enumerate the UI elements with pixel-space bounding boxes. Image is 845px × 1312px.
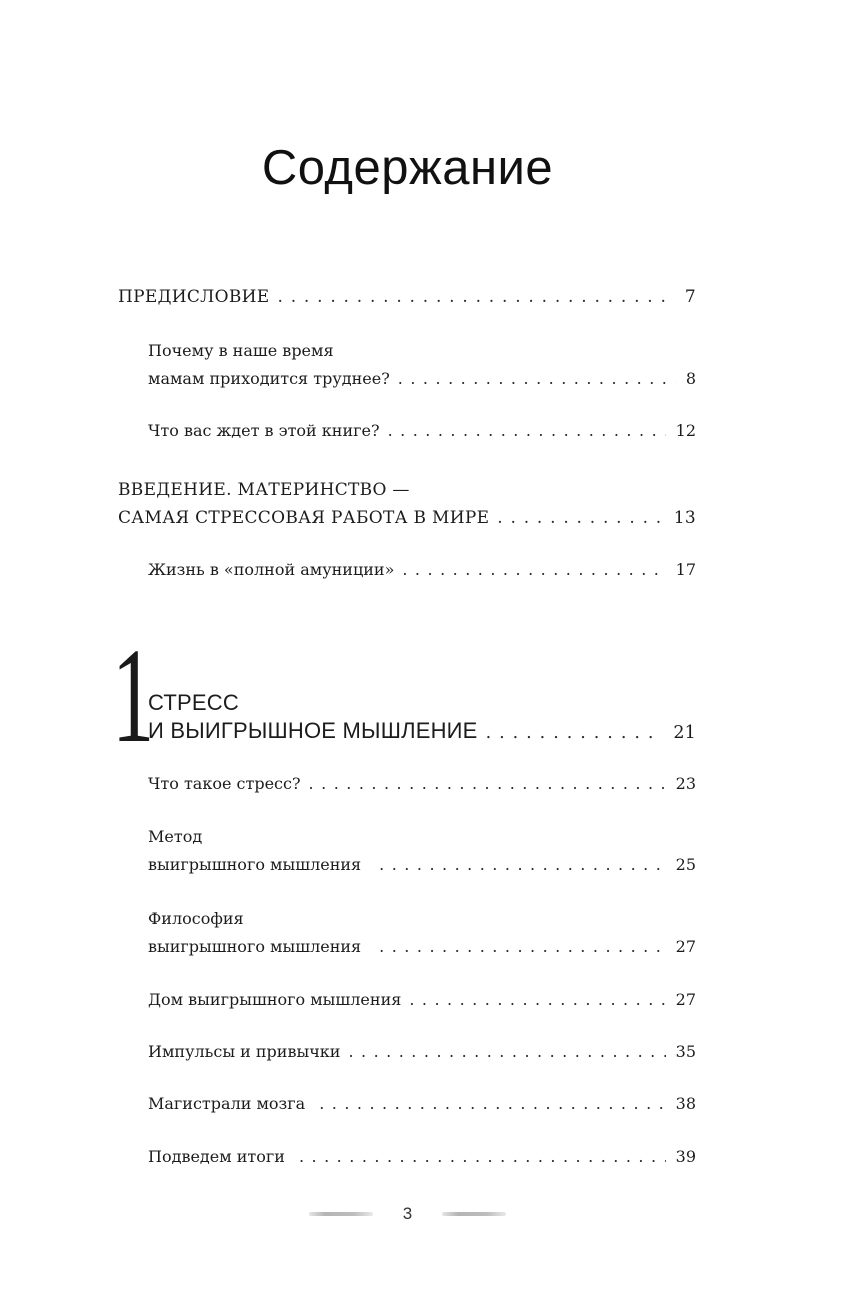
toc-leader-dots	[277, 283, 674, 311]
toc-label: мамам приходится труднее?	[148, 369, 390, 388]
toc-leader-dots	[398, 365, 676, 393]
toc-entry-why-harder[interactable]	[148, 365, 696, 393]
toc-label: Дом выигрышного мышления	[148, 990, 402, 1009]
toc-label: ПРЕДИСЛОВИЕ	[118, 287, 270, 307]
toc-entry-summary[interactable]	[148, 1143, 696, 1171]
toc-leader-dots	[486, 718, 664, 748]
toc-entry-house[interactable]	[148, 986, 696, 1014]
toc-page-number: 12	[675, 421, 696, 440]
toc-label: выигрышного мышления	[148, 937, 362, 956]
toc-page-number: 27	[675, 990, 696, 1009]
toc-page-number: 8	[685, 369, 696, 388]
toc-leader-dots	[388, 417, 666, 445]
toc-label: САМАЯ СТРЕССОВАЯ РАБОТА В МИРЕ	[118, 508, 490, 528]
chapter-title-line1[interactable]: СТРЕСС	[148, 690, 239, 715]
chapter-title-line2: И ВЫИГРЫШНОЕ МЫШЛЕНИЕ	[148, 718, 478, 743]
toc-label: Что вас ждет в этой книге?	[148, 421, 380, 440]
toc-leader-dots	[319, 1090, 665, 1118]
toc-page-number: 23	[675, 774, 696, 793]
toc-leader-dots	[379, 933, 665, 961]
toc-entry-highways[interactable]	[148, 1090, 696, 1118]
toc-leader-dots	[402, 556, 665, 584]
chapter-number: 1	[112, 621, 155, 771]
toc-entry-chapter-1[interactable]	[148, 716, 696, 746]
decorative-brush-stroke-left	[309, 1212, 373, 1216]
toc-entry-why-harder-line1[interactable]: Почему в наше время	[148, 341, 334, 360]
toc-label: Магистрали мозга	[148, 1094, 306, 1113]
toc-entry-full-gear[interactable]	[148, 556, 696, 584]
toc-leader-dots	[497, 504, 663, 532]
toc-entry-intro[interactable]	[118, 504, 696, 532]
toc-leader-dots	[309, 770, 666, 798]
toc-page-number: 17	[675, 560, 696, 579]
toc-label: Жизнь в «полной амуниции»	[148, 560, 395, 579]
toc-entry-intro-line1[interactable]: ВВЕДЕНИЕ. МАТЕРИНСТВО —	[118, 480, 410, 500]
toc-leader-dots	[409, 986, 665, 1014]
toc-page-number: 35	[675, 1042, 696, 1061]
toc-entry-preface[interactable]	[118, 283, 696, 311]
toc-entry-what-is-stress[interactable]	[148, 770, 696, 798]
toc-entry-philosophy[interactable]	[148, 933, 696, 961]
toc-entry-philosophy-line1[interactable]: Философия	[148, 909, 244, 928]
toc-label: Что такое стресс?	[148, 774, 301, 793]
decorative-brush-stroke-right	[442, 1212, 506, 1216]
toc-page-number: 38	[675, 1094, 696, 1113]
toc-leader-dots	[379, 851, 665, 879]
toc-page-number: 39	[675, 1147, 696, 1166]
toc-page-number: 25	[675, 855, 696, 874]
toc-page-number: 27	[675, 937, 696, 956]
toc-page-number: 13	[673, 508, 696, 528]
toc-label: выигрышного мышления	[148, 855, 362, 874]
toc-page-number: 7	[684, 287, 696, 307]
toc-entry-impulses[interactable]	[148, 1038, 696, 1066]
toc-entry-what-awaits[interactable]	[148, 417, 696, 445]
toc-entry-method[interactable]	[148, 851, 696, 879]
page-title: Содержание	[261, 141, 554, 195]
toc-entry-method-line1[interactable]: Метод	[148, 827, 203, 846]
toc-leader-dots	[299, 1143, 666, 1171]
page-number: 3	[402, 1204, 413, 1223]
toc-page-number: 21	[673, 723, 696, 743]
page-footer	[0, 1203, 815, 1225]
toc-label: Подведем итоги	[148, 1147, 285, 1166]
toc-label: Импульсы и привычки	[148, 1042, 341, 1061]
toc-leader-dots	[348, 1038, 665, 1066]
